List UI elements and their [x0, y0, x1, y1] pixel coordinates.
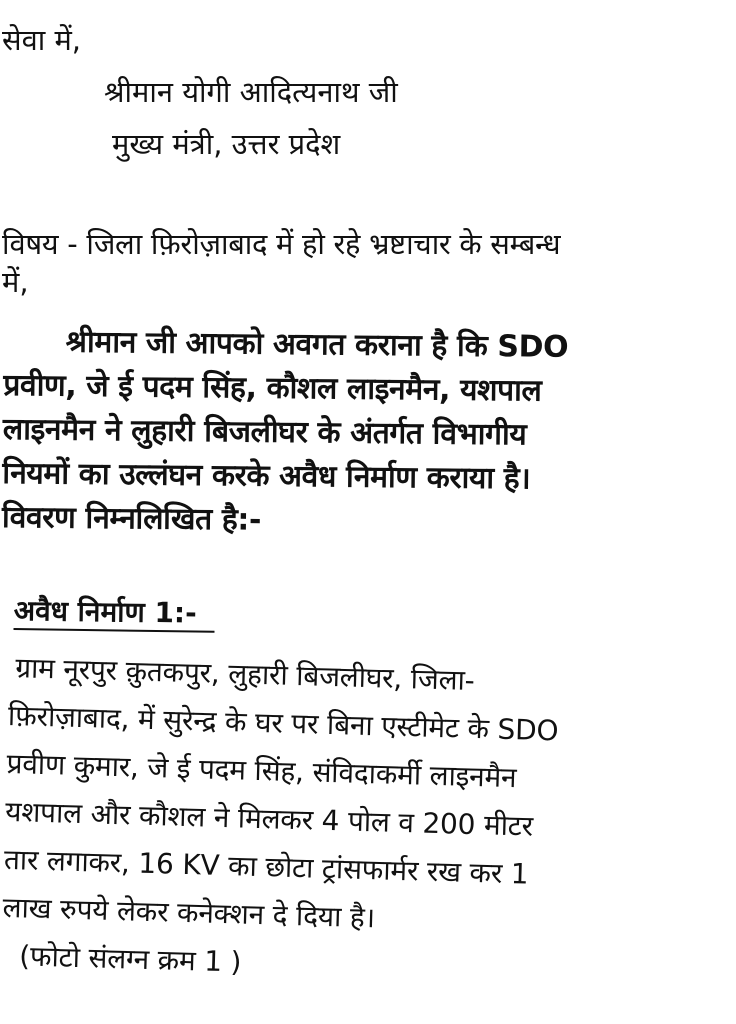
detail-line-6: लाख रुपये लेकर कनेक्शन दे दिया है। [2, 890, 376, 935]
detail-line-5: तार लगाकर, 16 KV का छोटा ट्रांसफार्मर रख कर 1 [3, 842, 529, 891]
subject-line-2: में, [2, 265, 29, 299]
subject-line-1: विषय - जिला फ़िरोज़ाबाद में हो रहे भ्रष्टाचार के सम्बन्ध [2, 227, 561, 261]
body-line-5: विवरण निम्नलिखित है:- [1, 499, 262, 538]
detail-line-3: प्रवीण कुमार, जे ई पदम सिंह, संविदाकर्मी लाइनमैन [6, 746, 517, 795]
photo-note: (फोटो संलग्न क्रम 1 ) [18, 939, 242, 979]
detail-paragraph [1, 644, 730, 1000]
body-line-2: प्रवीण, जे ई पदम सिंह, कौशल लाइनमैन, यशपाल [3, 367, 542, 409]
body-line-4: नियमों का उल्लंघन करके अवैध निर्माण कराया है। [2, 455, 531, 497]
body-paragraph [2, 320, 736, 548]
body-line-1: श्रीमान जी आपको अवगत कराना है कि SDO [65, 324, 569, 365]
detail-line-1: ग्राम नूरपुर क़ुतकपुर, लुहारी बिजलीघर, जिला- [14, 651, 476, 697]
salutation: सेवा में, [2, 23, 82, 57]
body-line-3: लाइनमैन ने लुहारी बिजलीघर के अंतर्गत विभागीय [2, 411, 527, 453]
detail-line-4: यशपाल और कौशल ने मिलकर 4 पोल व 200 मीटर [4, 794, 534, 843]
addressee-title: मुख्य मंत्री, उत्तर प्रदेश [112, 127, 341, 161]
section-heading: अवैध निर्माण 1:- [13, 594, 214, 633]
detail-line-2: फ़िरोज़ाबाद, में सुरेन्द्र के घर पर बिना एस्टीमेट के SDO [7, 698, 559, 748]
addressee-name: श्रीमान योगी आदित्यनाथ जी [104, 75, 398, 109]
